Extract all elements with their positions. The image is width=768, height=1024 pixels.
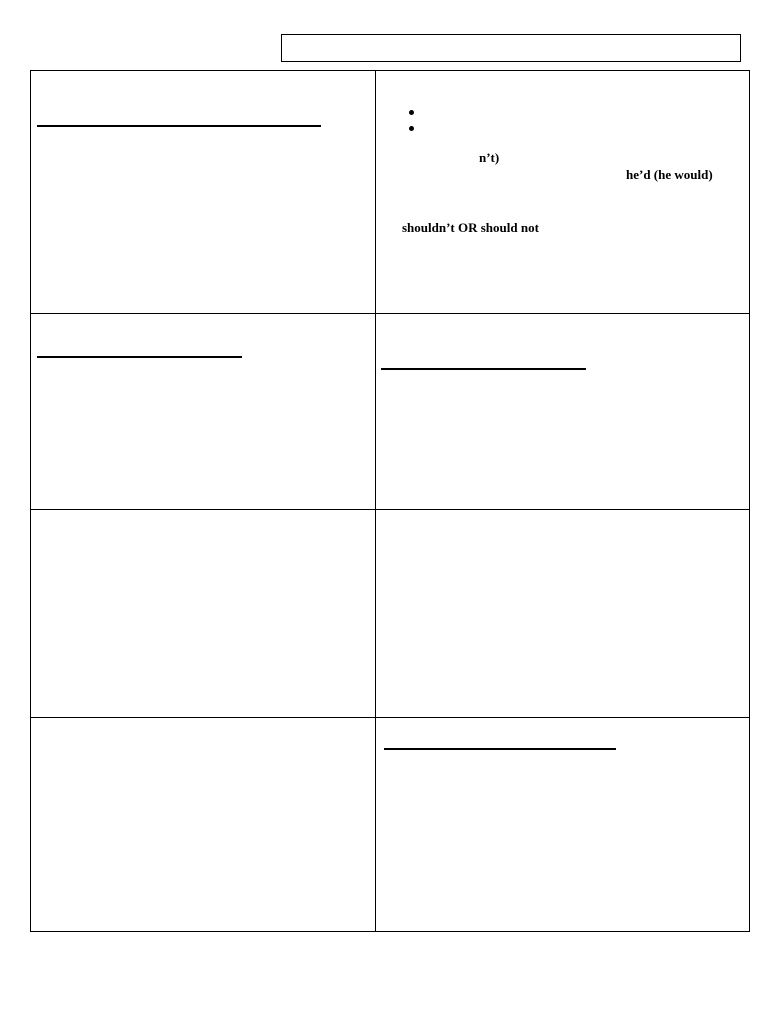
contraction-ending-text: n’t) [479,150,500,165]
contraction-example-text: he’d (he would) [626,167,713,182]
heading-underline-r4-right [384,748,616,750]
title-box [281,34,741,62]
heading-underline-r2-left [37,356,242,358]
bullet-2 [409,126,414,131]
grid-table [30,70,750,932]
heading-underline-r1-left [37,125,321,127]
contraction-choice-text: shouldn’t OR should not [402,220,539,235]
column-divider [375,71,376,931]
row-divider-2 [31,509,749,510]
heading-underline-r2-right [381,368,586,370]
bullet-1 [409,110,414,115]
row-divider-1 [31,313,749,314]
row-divider-3 [31,717,749,718]
